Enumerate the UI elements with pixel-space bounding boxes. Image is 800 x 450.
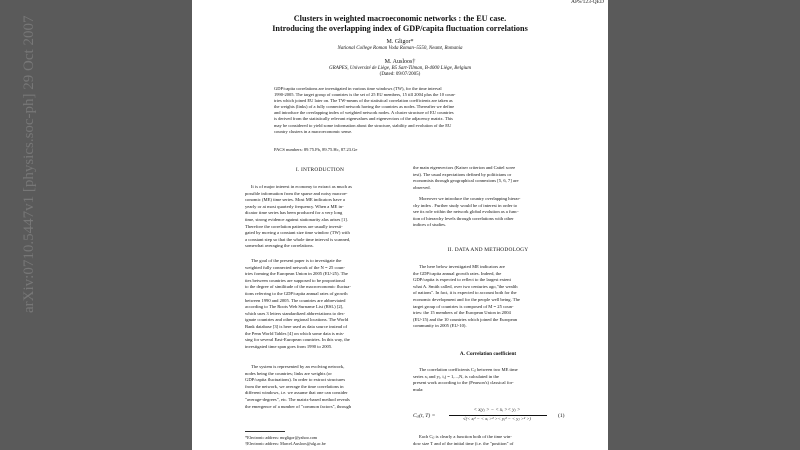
equation-number: (1) — [558, 413, 565, 419]
text-line: what A. Smith called, over two centuries ago,"the wealth — [413, 283, 518, 289]
text-line: mula: — [413, 386, 424, 392]
text-line: possible information from the sparse and noisy macroe- — [245, 190, 348, 196]
text-line: target group of countries is composed of M = 25 coun- — [413, 303, 514, 309]
text-line: test). The usual expectations defined by politicians or — [413, 171, 512, 177]
authors-block — [192, 39, 608, 79]
abstract-line: and introduce the overlapping index of weighted network nodes. A cluster structure of EU countries — [274, 110, 454, 116]
text-line: chy index . Further study would be of interest in order to — [413, 202, 518, 208]
text-line: weighted fully connected network of the N = 25 coun- — [245, 264, 345, 270]
section-heading-data-methodology: II. DATA AND METHODOLOGY — [447, 247, 529, 253]
abstract-line: tries which joined EU later on. The TW-means of the statistical correlation coefficients are taken as — [274, 98, 453, 104]
text-line: ties between countries are supposed to be proportional — [245, 277, 345, 283]
text-line: tries forming the European Union in 2005 (EU-25). The — [245, 271, 348, 277]
text-line: ignate countries and other regional locations. The World — [245, 317, 349, 323]
author-2: M. Ausloos† — [384, 58, 416, 65]
paper-title — [192, 14, 608, 34]
equation-1 — [413, 407, 568, 427]
text-line: see its role within the network global evolution as a func- — [413, 209, 519, 215]
text-line: The goal of the present paper is to investigate the — [251, 258, 342, 263]
abstract-line: country clusters in a macroeconomic sense. — [274, 128, 353, 134]
text-line: tion of hierarchy levels through correlations with other — [413, 215, 514, 221]
text-line: indices of studies. — [413, 222, 447, 228]
preprint-tag: APS/123-QED — [570, 0, 604, 5]
text-line: tries: the 15 members of the European Union in 2004 — [413, 310, 511, 316]
abstract — [274, 86, 526, 135]
abstract-line: may be considered to yield some information about the structure, stability and evolution of the EU — [274, 122, 452, 128]
text-line: tions referring to the GDP/capita annual rates of growth — [245, 290, 348, 296]
text-line: time, strong evidence against stationarity alas arises [1]. — [245, 216, 348, 222]
author-1: M. Gligor* — [386, 39, 414, 45]
right-paragraph-final — [413, 434, 563, 447]
text-line: dicator time series has been produced for a very long — [245, 210, 343, 216]
text-line: yearly or at most quarterly frequency. When a ME in- — [245, 203, 344, 209]
footnotes — [245, 435, 395, 446]
text-line: GDP/capita is expected to reflect to the largest extent — [413, 277, 511, 283]
text-line: from the network, we average the time correlations in — [245, 383, 344, 389]
intro-paragraph-1 — [245, 184, 395, 250]
text-line: observed. — [413, 184, 431, 190]
footnote-email-2: †Electronic address: Marcel.Ausloos@ulg.ac.be — [245, 440, 326, 446]
text-line: The correlation coefficients Cᵢⱼ between two ME time — [419, 367, 518, 372]
section-heading-introduction: I. INTRODUCTION — [295, 167, 345, 173]
text-line: according to The Roots Web Surname List (RSL) [2], — [245, 304, 344, 310]
text-line: Therefore the correlation patterns are usually investi- — [245, 223, 343, 229]
text-line: nodes being the countries; links are weights (or — [245, 370, 332, 376]
text-line: economists through geographical connexions [5, 6, 7] are — [413, 178, 519, 184]
text-line: the main eigenvectors (Kaiser criterion and Cattel scree — [413, 165, 516, 170]
methodology-paragraph-1 — [413, 264, 563, 330]
footnote-email-1: *Electronic address: mrgligor@yahoo.com — [245, 435, 318, 440]
text-line: The here below investigated ME indicators are — [419, 264, 505, 269]
text-line: between 1990 and 2005. The countries are abbreviated — [245, 297, 346, 303]
text-line: (EU-15) and the 10 countries which joined the European — [413, 316, 518, 322]
equation-denominator: √(< xᵢ² − < xᵢ >² >< yⱼ² − < yⱼ >² >) — [463, 416, 531, 421]
footnote-divider — [245, 431, 285, 432]
abstract-line: GDP/capita correlations are investigated in various time windows (TW), for the time interval — [274, 86, 442, 91]
text-line: present work according to the (Pearson's) classical for- — [413, 380, 514, 386]
title-line-2: Introducing the overlapping index of GDP/capita fluctuation correlations — [272, 24, 528, 33]
affiliation-2: GRAPES, Université de Liège, B5 Sart-Tilman, B-4000 Liège, Belgium — [329, 65, 471, 71]
text-line: Each Cᵢⱼ is clearly a function both of the time win- — [419, 434, 512, 439]
title-line-1: Clusters in weighted macroeconomic networks : the EU case. — [293, 14, 507, 23]
equation-numerator: < xᵢyⱼ > − < xᵢ >< yⱼ > — [473, 408, 521, 413]
text-line: different windows, i.e. we assume that one can consider — [245, 390, 348, 396]
text-line: dow size T and of the initial time (i.e. the "position" of — [413, 440, 514, 446]
intro-paragraph-3 — [245, 364, 395, 410]
text-line: Bank database [3] is here used as data source instead of — [245, 323, 348, 329]
text-line: gated by moving a constant size time window (TW) with — [245, 230, 350, 236]
text-line: the Penn World Tables [4] on which some data is mis- — [245, 330, 345, 336]
text-line: sing for several East-European countries. In this way, the — [245, 337, 350, 343]
text-line: It is of major interest in economy to extract as much as — [251, 184, 352, 189]
text-line: economic development and for the people well being. The — [413, 296, 520, 302]
text-line: somewhat averaging the correlations. — [245, 243, 314, 249]
text-line: to the degree of similitude of the macroeconomic fluctua- — [245, 284, 351, 290]
date-line: (Dated: 09/07/2005) — [379, 72, 421, 77]
text-line: conomic (ME) time series. Most ME indicators have a — [245, 197, 345, 203]
text-line: the GDP/capita annual growth rates. Indeed, the — [413, 270, 502, 276]
right-paragraph-1 — [413, 165, 563, 191]
text-line: of nations". In fact, it is expected to account both for the — [413, 290, 517, 296]
text-line: GDP/capita fluctuations). In order to extract structures — [245, 377, 346, 383]
text-line: community in 2005 (EU-10). — [413, 323, 467, 329]
subsection-heading-correlation: A. Correlation coefficient — [459, 351, 517, 357]
text-line: series xᵢ and yⱼ, i,j = 1,...,N, is calculated in the — [413, 373, 499, 379]
paper-page — [192, 0, 608, 450]
text-line: Moreover we introduce the country overlapping hierar- — [419, 196, 521, 201]
abstract-line: the weights (links) of a fully connected network having the countries as nodes. Thereafter we define — [274, 104, 455, 110]
intro-paragraph-2 — [245, 258, 395, 350]
text-line: a constant step so that the whole time interval is scanned, — [245, 236, 351, 242]
affiliation-1: National College Roman Voda Roman–5550, Neamt, Romania — [337, 46, 463, 51]
text-line: which uses 3 letters standardized abbreviations to des- — [245, 310, 345, 316]
equation-lhs: Cᵢⱼ(t, T) = — [413, 413, 436, 419]
abstract-line: 1990-2005. The target group of countries is the set of 25 EU members, 15 till 2004 plus the 10 coun- — [274, 92, 456, 98]
right-paragraph-2 — [413, 196, 563, 229]
text-line: the emergence of a number of "common factors", through — [245, 403, 352, 409]
pacs-numbers: PACS numbers: 89.75.Fb, 89.75.Hc, 87.23.Ge — [274, 147, 358, 152]
text-line: "average-degrees", etc. The matrix-based method reveals — [245, 396, 350, 402]
correlation-paragraph — [413, 367, 563, 393]
abstract-line: is derived from the statistically relevant eigenvalues and eigenvectors of the adjacency matrix. This — [274, 116, 453, 122]
text-line: investigated time span goes from 1990 to 2005. — [245, 343, 333, 349]
arxiv-identifier: arXiv:0710.5447v1 [physics.soc-ph] 29 Oct 2007 — [21, 15, 37, 313]
text-line: The system is represented by an evolving network, — [251, 364, 345, 369]
